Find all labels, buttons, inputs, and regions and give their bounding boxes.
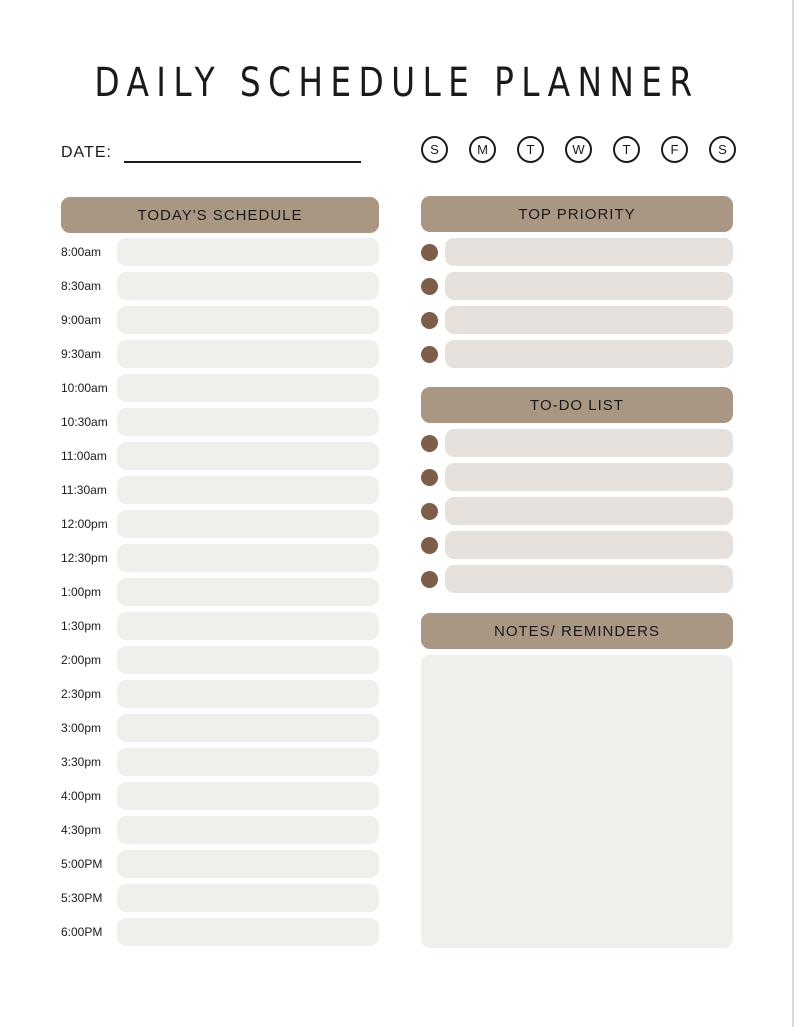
schedule-time-label: 10:00am [61,381,108,395]
schedule-row [61,510,379,538]
schedule-entry-field[interactable] [117,680,379,708]
schedule-row [61,272,379,300]
schedule-time-label: 5:30PM [61,891,103,905]
schedule-time-label: 1:00pm [61,585,102,599]
priority-row [421,238,733,266]
schedule-row [61,714,379,742]
schedule-entry-field[interactable] [117,374,379,402]
schedule-row [61,748,379,776]
todo-entry-field[interactable] [445,497,733,525]
schedule-entry-field[interactable] [117,238,379,266]
schedule-entry-field[interactable] [117,884,379,912]
todo-row [421,565,733,593]
schedule-time-label: 8:30am [61,279,102,293]
schedule-row [61,374,379,402]
schedule-row [61,918,379,946]
schedule-entry-field[interactable] [117,442,379,470]
schedule-time-label: 4:00pm [61,789,102,803]
schedule-entry-field[interactable] [117,782,379,810]
todo-header: TO-DO LIST [421,387,733,423]
schedule-entry-field[interactable] [117,476,379,504]
schedule-row [61,782,379,810]
todo-entry-field[interactable] [445,429,733,457]
bullet-icon [421,503,438,520]
schedule-time-label: 8:00am [61,245,102,259]
schedule-row [61,238,379,266]
day-circle-tue[interactable]: T [517,136,544,163]
schedule-time-label: 12:00pm [61,517,108,531]
priority-entry-field[interactable] [445,306,733,334]
priority-row [421,340,733,368]
day-circle-thu[interactable]: T [613,136,640,163]
schedule-time-label: 4:30pm [61,823,102,837]
day-circle-mon[interactable]: M [469,136,496,163]
day-circle-sun[interactable]: S [421,136,448,163]
schedule-entry-field[interactable] [117,850,379,878]
bullet-icon [421,312,438,329]
schedule-entry-field[interactable] [117,748,379,776]
day-circle-wed[interactable]: W [565,136,592,163]
todo-row [421,429,733,457]
todo-row [421,531,733,559]
schedule-entry-field[interactable] [117,272,379,300]
page-title: DAILY SCHEDULE PLANNER [94,60,700,106]
priority-row [421,272,733,300]
schedule-row [61,340,379,368]
todo-entry-field[interactable] [445,565,733,593]
schedule-time-label: 5:00PM [61,857,103,871]
schedule-time-label: 11:00am [61,449,107,463]
priority-entry-field[interactable] [445,238,733,266]
schedule-time-label: 2:00pm [61,653,102,667]
schedule-row [61,408,379,436]
schedule-entry-field[interactable] [117,510,379,538]
todo-entry-field[interactable] [445,531,733,559]
schedule-time-label: 2:30pm [61,687,102,701]
schedule-time-label: 11:30am [61,483,107,497]
schedule-entry-field[interactable] [117,544,379,572]
bullet-icon [421,537,438,554]
schedule-entry-field[interactable] [117,306,379,334]
todo-row [421,497,733,525]
schedule-row [61,612,379,640]
schedule-header: TODAY'S SCHEDULE [61,197,379,233]
bullet-icon [421,244,438,261]
schedule-row [61,544,379,572]
notes-area[interactable] [421,655,733,948]
schedule-entry-field[interactable] [117,918,379,946]
weekday-selector [421,136,736,163]
schedule-row [61,884,379,912]
bullet-icon [421,435,438,452]
schedule-row [61,306,379,334]
bullet-icon [421,346,438,363]
day-circle-sat[interactable]: S [709,136,736,163]
priority-row [421,306,733,334]
date-field[interactable] [124,161,361,163]
day-circle-fri[interactable]: F [661,136,688,163]
todo-entry-field[interactable] [445,463,733,491]
schedule-row [61,646,379,674]
schedule-time-label: 3:30pm [61,755,102,769]
priority-header: TOP PRIORITY [421,196,733,232]
schedule-entry-field[interactable] [117,646,379,674]
bullet-icon [421,571,438,588]
notes-header: NOTES/ REMINDERS [421,613,733,649]
schedule-time-label: 12:30pm [61,551,108,565]
schedule-row [61,680,379,708]
todo-row [421,463,733,491]
schedule-row [61,578,379,606]
date-label: DATE: [61,144,112,161]
schedule-time-label: 9:00am [61,313,102,327]
schedule-row [61,816,379,844]
schedule-time-label: 9:30am [61,347,102,361]
schedule-entry-field[interactable] [117,408,379,436]
schedule-time-label: 10:30am [61,415,108,429]
bullet-icon [421,469,438,486]
schedule-entry-field[interactable] [117,340,379,368]
schedule-row [61,442,379,470]
schedule-entry-field[interactable] [117,612,379,640]
schedule-time-label: 1:30pm [61,619,102,633]
schedule-time-label: 3:00pm [61,721,102,735]
bullet-icon [421,278,438,295]
schedule-row [61,850,379,878]
schedule-entry-field[interactable] [117,714,379,742]
schedule-entry-field[interactable] [117,816,379,844]
schedule-row [61,476,379,504]
priority-entry-field[interactable] [445,340,733,368]
schedule-time-label: 6:00PM [61,925,103,939]
priority-entry-field[interactable] [445,272,733,300]
schedule-entry-field[interactable] [117,578,379,606]
